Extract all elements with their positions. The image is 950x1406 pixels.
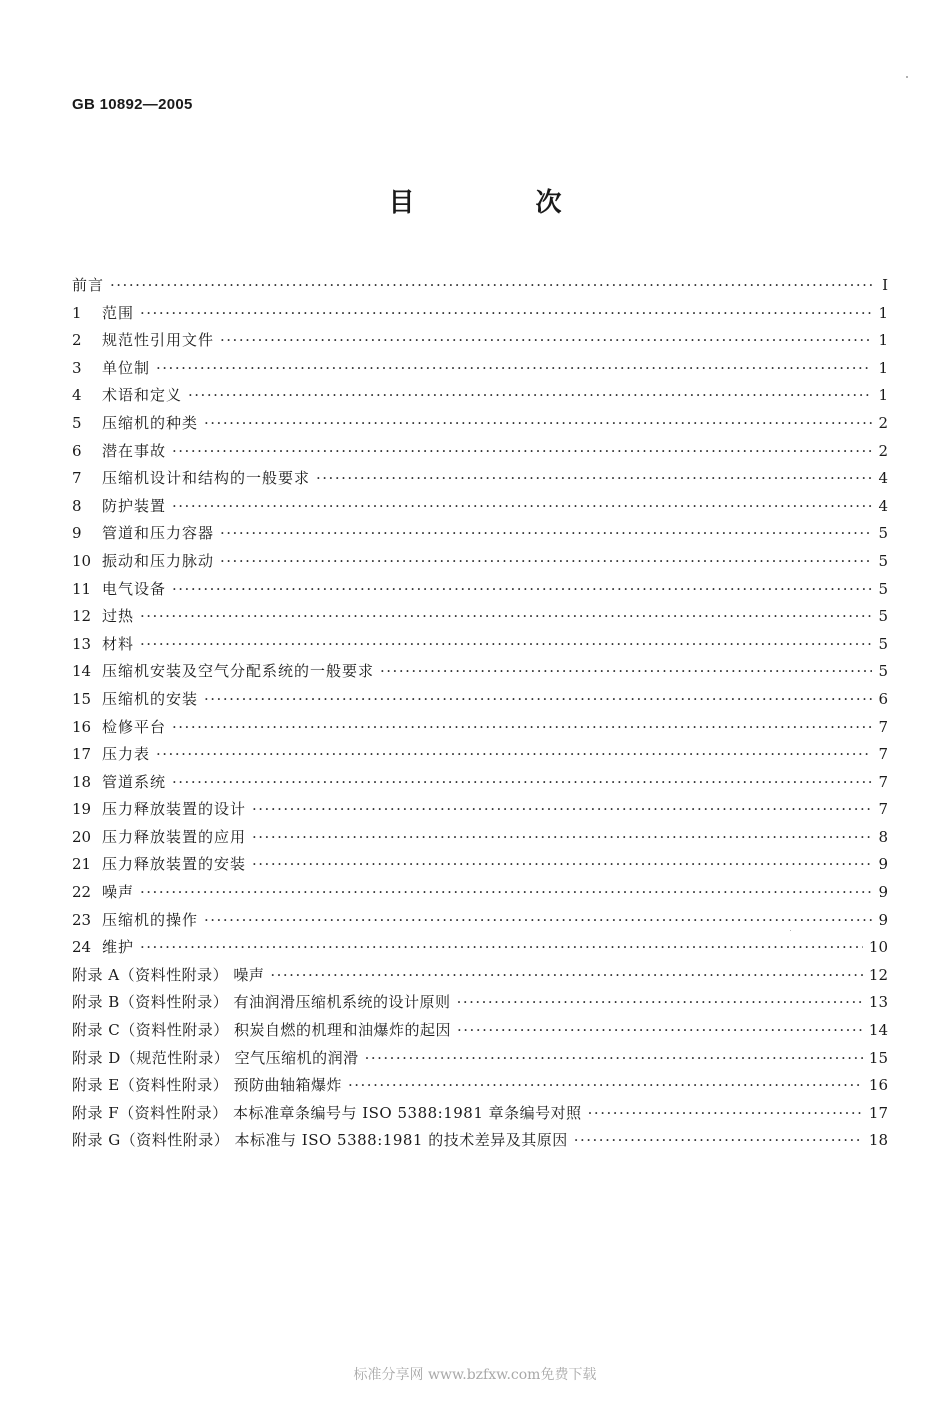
toc-entry[interactable] — [72, 824, 888, 852]
toc-dot-leader — [172, 493, 872, 521]
toc-entry-label: 管道和压力容器 — [102, 524, 215, 543]
toc-dot-leader — [204, 410, 872, 438]
toc-dot-leader — [140, 631, 872, 659]
toc-dot-leader — [204, 907, 872, 935]
toc-entry-label: 压缩机的操作 — [102, 910, 199, 929]
toc-entry-label: 单位制 — [102, 358, 151, 377]
toc-entry-number: 17 — [72, 745, 92, 764]
toc-entry[interactable] — [72, 548, 888, 576]
scan-speck — [790, 930, 791, 931]
toc-entry[interactable] — [72, 631, 888, 659]
toc-entry-page: 4 — [878, 469, 888, 488]
toc-entry-number: 4 — [72, 386, 82, 405]
toc-dot-leader — [172, 438, 872, 466]
toc-entry-label: 振动和压力脉动 — [102, 551, 215, 570]
toc-entry-page: 5 — [878, 579, 888, 598]
toc-dot-leader — [457, 1017, 863, 1045]
toc-entry-page: 5 — [878, 551, 888, 570]
toc-entry-page: 15 — [868, 1048, 888, 1067]
toc-entry-page: 2 — [878, 441, 888, 460]
toc-entry-number: 8 — [72, 496, 82, 515]
toc-entry-number: 15 — [72, 689, 92, 708]
toc-entry-page: 18 — [868, 1131, 888, 1150]
toc-entry-label: 压缩机的安装 — [102, 689, 199, 708]
toc-entry-page: 17 — [868, 1103, 888, 1122]
toc-dot-leader — [188, 382, 872, 410]
toc-entry-page: 7 — [878, 772, 888, 791]
toc-entry[interactable] — [72, 355, 888, 383]
toc-entry[interactable] — [72, 1045, 888, 1073]
toc-dot-leader — [172, 714, 872, 742]
page-title: 目 次 — [388, 188, 618, 218]
toc-entry[interactable] — [72, 493, 888, 521]
toc-entry-label: 规范性引用文件 — [102, 331, 215, 350]
toc-entry-number: 18 — [72, 772, 92, 791]
toc-dot-leader — [156, 741, 872, 769]
toc-entry[interactable] — [72, 1017, 888, 1045]
toc-entry-label: 附录 B（资料性附录） 有油润滑压缩机系统的设计原则 — [72, 993, 451, 1012]
toc-entry-page: 1 — [878, 386, 888, 405]
toc-entry-label: 防护装置 — [102, 496, 167, 515]
toc-entry-number: 24 — [72, 938, 92, 957]
toc-entry-label: 压缩机安装及空气分配系统的一般要求 — [102, 662, 375, 681]
toc-entry-label: 压缩机设计和结构的一般要求 — [102, 469, 311, 488]
toc-entry-page: 5 — [878, 634, 888, 653]
toc-dot-leader — [140, 603, 872, 631]
toc-entry-page: 14 — [868, 1021, 888, 1040]
toc-entry-number: 22 — [72, 883, 92, 902]
toc-entry-page: 6 — [878, 689, 888, 708]
toc-entry[interactable] — [72, 438, 888, 466]
toc-dot-leader — [172, 769, 872, 797]
toc-dot-leader — [220, 548, 872, 576]
toc-entry[interactable] — [72, 272, 888, 300]
toc-entry-number: 20 — [72, 827, 92, 846]
toc-entry-label: 潜在事故 — [102, 441, 167, 460]
toc-entry-number: 6 — [72, 441, 82, 460]
toc-dot-leader — [252, 796, 872, 824]
toc-entry-page: 9 — [878, 855, 888, 874]
toc-dot-leader — [365, 1045, 863, 1073]
toc-entry-label: 附录 A（资料性附录） 噪声 — [72, 965, 265, 984]
toc-entry-label: 维护 — [102, 938, 135, 957]
toc-dot-leader — [457, 989, 863, 1017]
toc-entry-number: 10 — [72, 551, 92, 570]
toc-entry[interactable] — [72, 962, 888, 990]
toc-entry-label: 前言 — [72, 276, 105, 294]
toc-entry-page: 1 — [878, 358, 888, 377]
toc-dot-leader — [110, 272, 874, 300]
toc-entry-page: 4 — [878, 496, 888, 515]
toc-dot-leader — [316, 465, 872, 493]
toc-entry[interactable] — [72, 907, 888, 935]
toc-entry[interactable] — [72, 879, 888, 907]
toc-entry[interactable] — [72, 520, 888, 548]
scan-speck — [906, 76, 908, 78]
toc-entry[interactable] — [72, 686, 888, 714]
toc-entry-number: 7 — [72, 469, 82, 488]
toc-dot-leader — [252, 851, 872, 879]
toc-entry-label: 材料 — [102, 634, 135, 653]
toc-entry-label: 电气设备 — [102, 579, 167, 598]
toc-entry-label: 附录 G（资料性附录） 本标准与 ISO 5388:1981 的技术差异及其原因 — [72, 1131, 568, 1150]
toc-entry-label: 压力释放装置的安装 — [102, 855, 247, 874]
toc-entry-number: 11 — [72, 579, 92, 598]
toc-dot-leader — [156, 355, 872, 383]
toc-entry-number: 16 — [72, 717, 92, 736]
toc-entry-label: 过热 — [102, 607, 135, 626]
toc-entry-number: 21 — [72, 855, 92, 874]
toc-dot-leader — [380, 658, 872, 686]
toc-entry-number: 12 — [72, 607, 92, 626]
toc-entry-label: 附录 F（资料性附录） 本标准章条编号与 ISO 5388:1981 章条编号对照 — [72, 1103, 582, 1122]
toc-entry-label: 压力释放装置的设计 — [102, 800, 247, 819]
toc-dot-leader — [204, 686, 872, 714]
toc-dot-leader — [588, 1100, 863, 1128]
toc-entry-number: 5 — [72, 413, 82, 432]
toc-entry[interactable] — [72, 1127, 888, 1155]
toc-entry-label: 附录 D（规范性附录） 空气压缩机的润滑 — [72, 1048, 359, 1067]
toc-entry-label: 附录 C（资料性附录） 积炭自燃的机理和油爆炸的起因 — [72, 1021, 452, 1040]
toc-entry-page: 1 — [878, 303, 888, 322]
toc-entry[interactable] — [72, 603, 888, 631]
toc-entry-number: 2 — [72, 331, 82, 350]
toc-entry[interactable] — [72, 769, 888, 797]
toc-entry-page: 7 — [878, 800, 888, 819]
toc-entry-page: 5 — [878, 607, 888, 626]
toc-entry-number: 19 — [72, 800, 92, 819]
toc-entry-label: 压力表 — [102, 745, 151, 764]
toc-entry[interactable] — [72, 851, 888, 879]
toc-entry-page: 9 — [878, 883, 888, 902]
toc-entry-label: 范围 — [102, 303, 135, 322]
toc-entry[interactable] — [72, 934, 888, 962]
toc-entry-number: 9 — [72, 524, 82, 543]
toc-entry[interactable] — [72, 300, 888, 328]
toc-entry[interactable] — [72, 1072, 888, 1100]
toc-entry-page: 13 — [868, 993, 888, 1012]
toc-entry-label: 压缩机的种类 — [102, 413, 199, 432]
footer-watermark: 标准分享网 www.bzfxw.com免费下载 — [353, 1367, 597, 1383]
toc-dot-leader — [270, 962, 863, 990]
standard-code: GB 10892—2005 — [72, 96, 193, 113]
toc-dot-leader — [574, 1127, 863, 1155]
toc-entry[interactable] — [72, 989, 888, 1017]
toc-entry-page: I — [882, 276, 888, 294]
toc-entry-label: 附录 E（资料性附录） 预防曲轴箱爆炸 — [72, 1076, 342, 1095]
table-of-contents — [72, 272, 888, 1155]
toc-entry-page: 9 — [878, 910, 888, 929]
toc-entry-label: 管道系统 — [102, 772, 167, 791]
toc-entry[interactable] — [72, 382, 888, 410]
toc-entry-page: 2 — [878, 413, 888, 432]
toc-dot-leader — [220, 520, 872, 548]
toc-entry-number: 14 — [72, 662, 92, 681]
toc-entry[interactable] — [72, 658, 888, 686]
toc-entry-page: 12 — [868, 965, 888, 984]
toc-entry-label: 术语和定义 — [102, 386, 183, 405]
toc-entry-number: 13 — [72, 634, 92, 653]
toc-dot-leader — [220, 327, 872, 355]
toc-dot-leader — [252, 824, 872, 852]
toc-entry-page: 10 — [868, 938, 888, 957]
toc-entry[interactable] — [72, 327, 888, 355]
toc-dot-leader — [140, 934, 863, 962]
toc-entry[interactable] — [72, 741, 888, 769]
toc-dot-leader — [140, 300, 872, 328]
toc-dot-leader — [140, 879, 872, 907]
toc-entry-page: 8 — [878, 827, 888, 846]
toc-entry[interactable] — [72, 796, 888, 824]
toc-dot-leader — [348, 1072, 863, 1100]
toc-entry[interactable] — [72, 465, 888, 493]
toc-entry[interactable] — [72, 576, 888, 604]
toc-entry-page: 7 — [878, 745, 888, 764]
toc-entry-page: 5 — [878, 524, 888, 543]
toc-entry-page: 5 — [878, 662, 888, 681]
toc-entry-label: 检修平台 — [102, 717, 167, 736]
toc-entry[interactable] — [72, 410, 888, 438]
toc-entry-number: 23 — [72, 910, 92, 929]
toc-entry-label: 压力释放装置的应用 — [102, 827, 247, 846]
toc-dot-leader — [172, 576, 872, 604]
toc-entry-page: 1 — [878, 331, 888, 350]
toc-entry-page: 7 — [878, 717, 888, 736]
toc-entry-page: 16 — [868, 1076, 888, 1095]
toc-entry[interactable] — [72, 1100, 888, 1128]
toc-entry[interactable] — [72, 714, 888, 742]
toc-entry-number: 1 — [72, 303, 82, 322]
toc-entry-label: 噪声 — [102, 883, 135, 902]
toc-entry-number: 3 — [72, 358, 82, 377]
